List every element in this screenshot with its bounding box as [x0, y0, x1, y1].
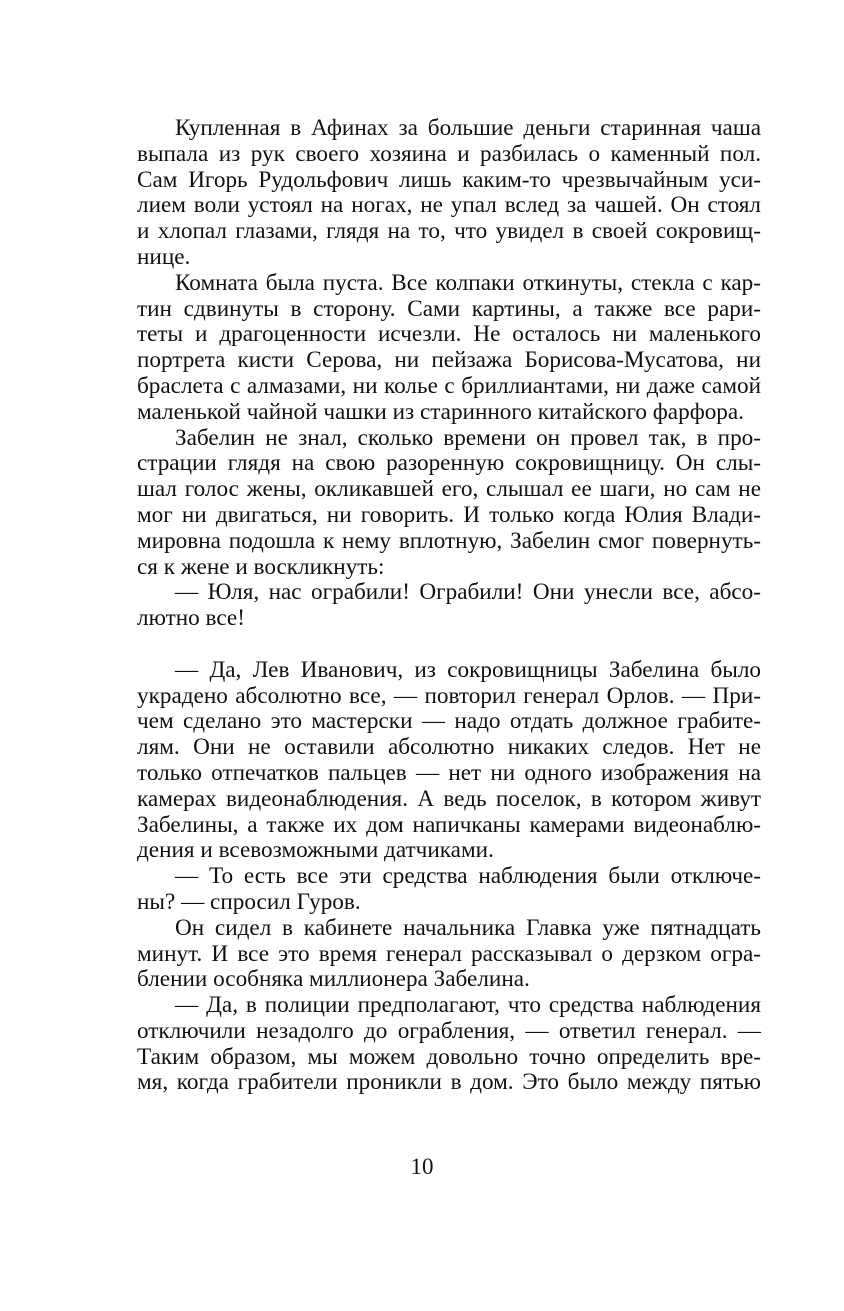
text-line: мя, когда грабители проникли в дом. Это было между пятью	[137, 1069, 761, 1096]
text-line: блении особняка миллионера Забелина.	[137, 966, 530, 993]
text-line: выпала из рук своего хозяина и разбилась о каменный пол.	[137, 140, 761, 167]
paragraph	[137, 580, 761, 632]
text-line: Сам Игорь Рудольфович лишь каким-то чрезвычайным уси-	[137, 166, 761, 193]
paragraph	[137, 864, 761, 916]
text-line: теты и драгоценности исчезли. Не осталось ни маленького	[137, 321, 761, 348]
text-line: лям. Они не оставили абсолютно никаких следов. Нет не	[137, 734, 761, 761]
text-line: чем сделано это мастерски — надо отдать должное грабите-	[137, 708, 761, 735]
text-line: украдено абсолютно все, — повторил генерал Орлов. — При-	[137, 682, 761, 709]
text-line: Таким образом, мы можем довольно точно определить вре-	[137, 1043, 761, 1070]
text-line: — То есть все эти средства наблюдения были отключе-	[175, 863, 761, 890]
text-line: Забелины, а также их дом напичканы камерами видеонаблю-	[137, 811, 761, 838]
text-line: — Юля, нас ограбили! Ограбили! Они унесли все, абсо-	[175, 579, 761, 606]
text-line: отключили незадолго до ограбления, — ответил генерал. —	[137, 1017, 761, 1044]
text-line: лием воли устоял на ногах, не упал вслед за чашей. Он стоял	[137, 192, 761, 219]
text-line: только отпечатков пальцев — нет ни одного изображения на	[137, 759, 761, 786]
text-line: дения и всевозможными датчиками.	[137, 837, 494, 864]
text-line: минут. И все это время генерал рассказывал о дерзком огра-	[137, 940, 761, 967]
text-line: ся к жене и воскликнуть:	[137, 553, 385, 580]
text-line: и хлопал глазами, глядя на то, что увидел в своей сокровищ-	[137, 218, 761, 245]
text-line: тин сдвинуты в сторону. Сами картины, а также все рари-	[137, 295, 761, 322]
text-line: маленькой чайной чашки из старинного китайского фарфора.	[137, 398, 744, 425]
text-line: ны? — спросил Гуров.	[137, 888, 361, 915]
paragraph	[137, 993, 761, 1096]
text-line: Купленная в Афинах за большие деньги старинная чаша	[175, 115, 761, 141]
text-line: нице.	[137, 243, 191, 270]
text-line: Он сидел в кабинете начальника Главка уже пятнадцать	[175, 914, 761, 941]
text-line: Комната была пуста. Все колпаки откинуты, стекла с кар-	[175, 269, 761, 296]
page-number: 10	[410, 1154, 434, 1179]
text-line: лютно все!	[137, 605, 245, 632]
text-line: мог ни двигаться, ни говорить. И только когда Юлия Влади-	[137, 501, 761, 528]
section-break	[137, 632, 761, 658]
paragraph	[137, 426, 761, 581]
text-line: — Да, Лев Иванович, из сокровищницы Забелина было	[175, 656, 761, 683]
paragraph	[137, 271, 761, 426]
paragraph	[137, 916, 761, 993]
text-line: Забелин не знал, сколько времени он провел так, в про-	[175, 424, 761, 451]
paragraph	[137, 116, 761, 271]
paragraph	[137, 658, 761, 864]
text-line: шал голос жены, окликавшей его, слышал ее шаги, но сам не	[137, 476, 761, 503]
text-line: страции глядя на свою разоренную сокровищницу. Он слы-	[137, 450, 761, 477]
book-page-text	[137, 116, 761, 1096]
text-line: — Да, в полиции предполагают, что средства наблюдения	[175, 992, 761, 1019]
text-line: мировна подошла к нему вплотную, Забелин смог повернуть-	[137, 527, 761, 554]
text-line: камерах видеонаблюдения. А ведь поселок, в котором живут	[137, 785, 761, 812]
text-line: браслета с алмазами, ни колье с бриллиантами, ни даже самой	[137, 372, 761, 399]
text-line: портрета кисти Серова, ни пейзажа Борисова-Мусатова, ни	[137, 347, 761, 374]
